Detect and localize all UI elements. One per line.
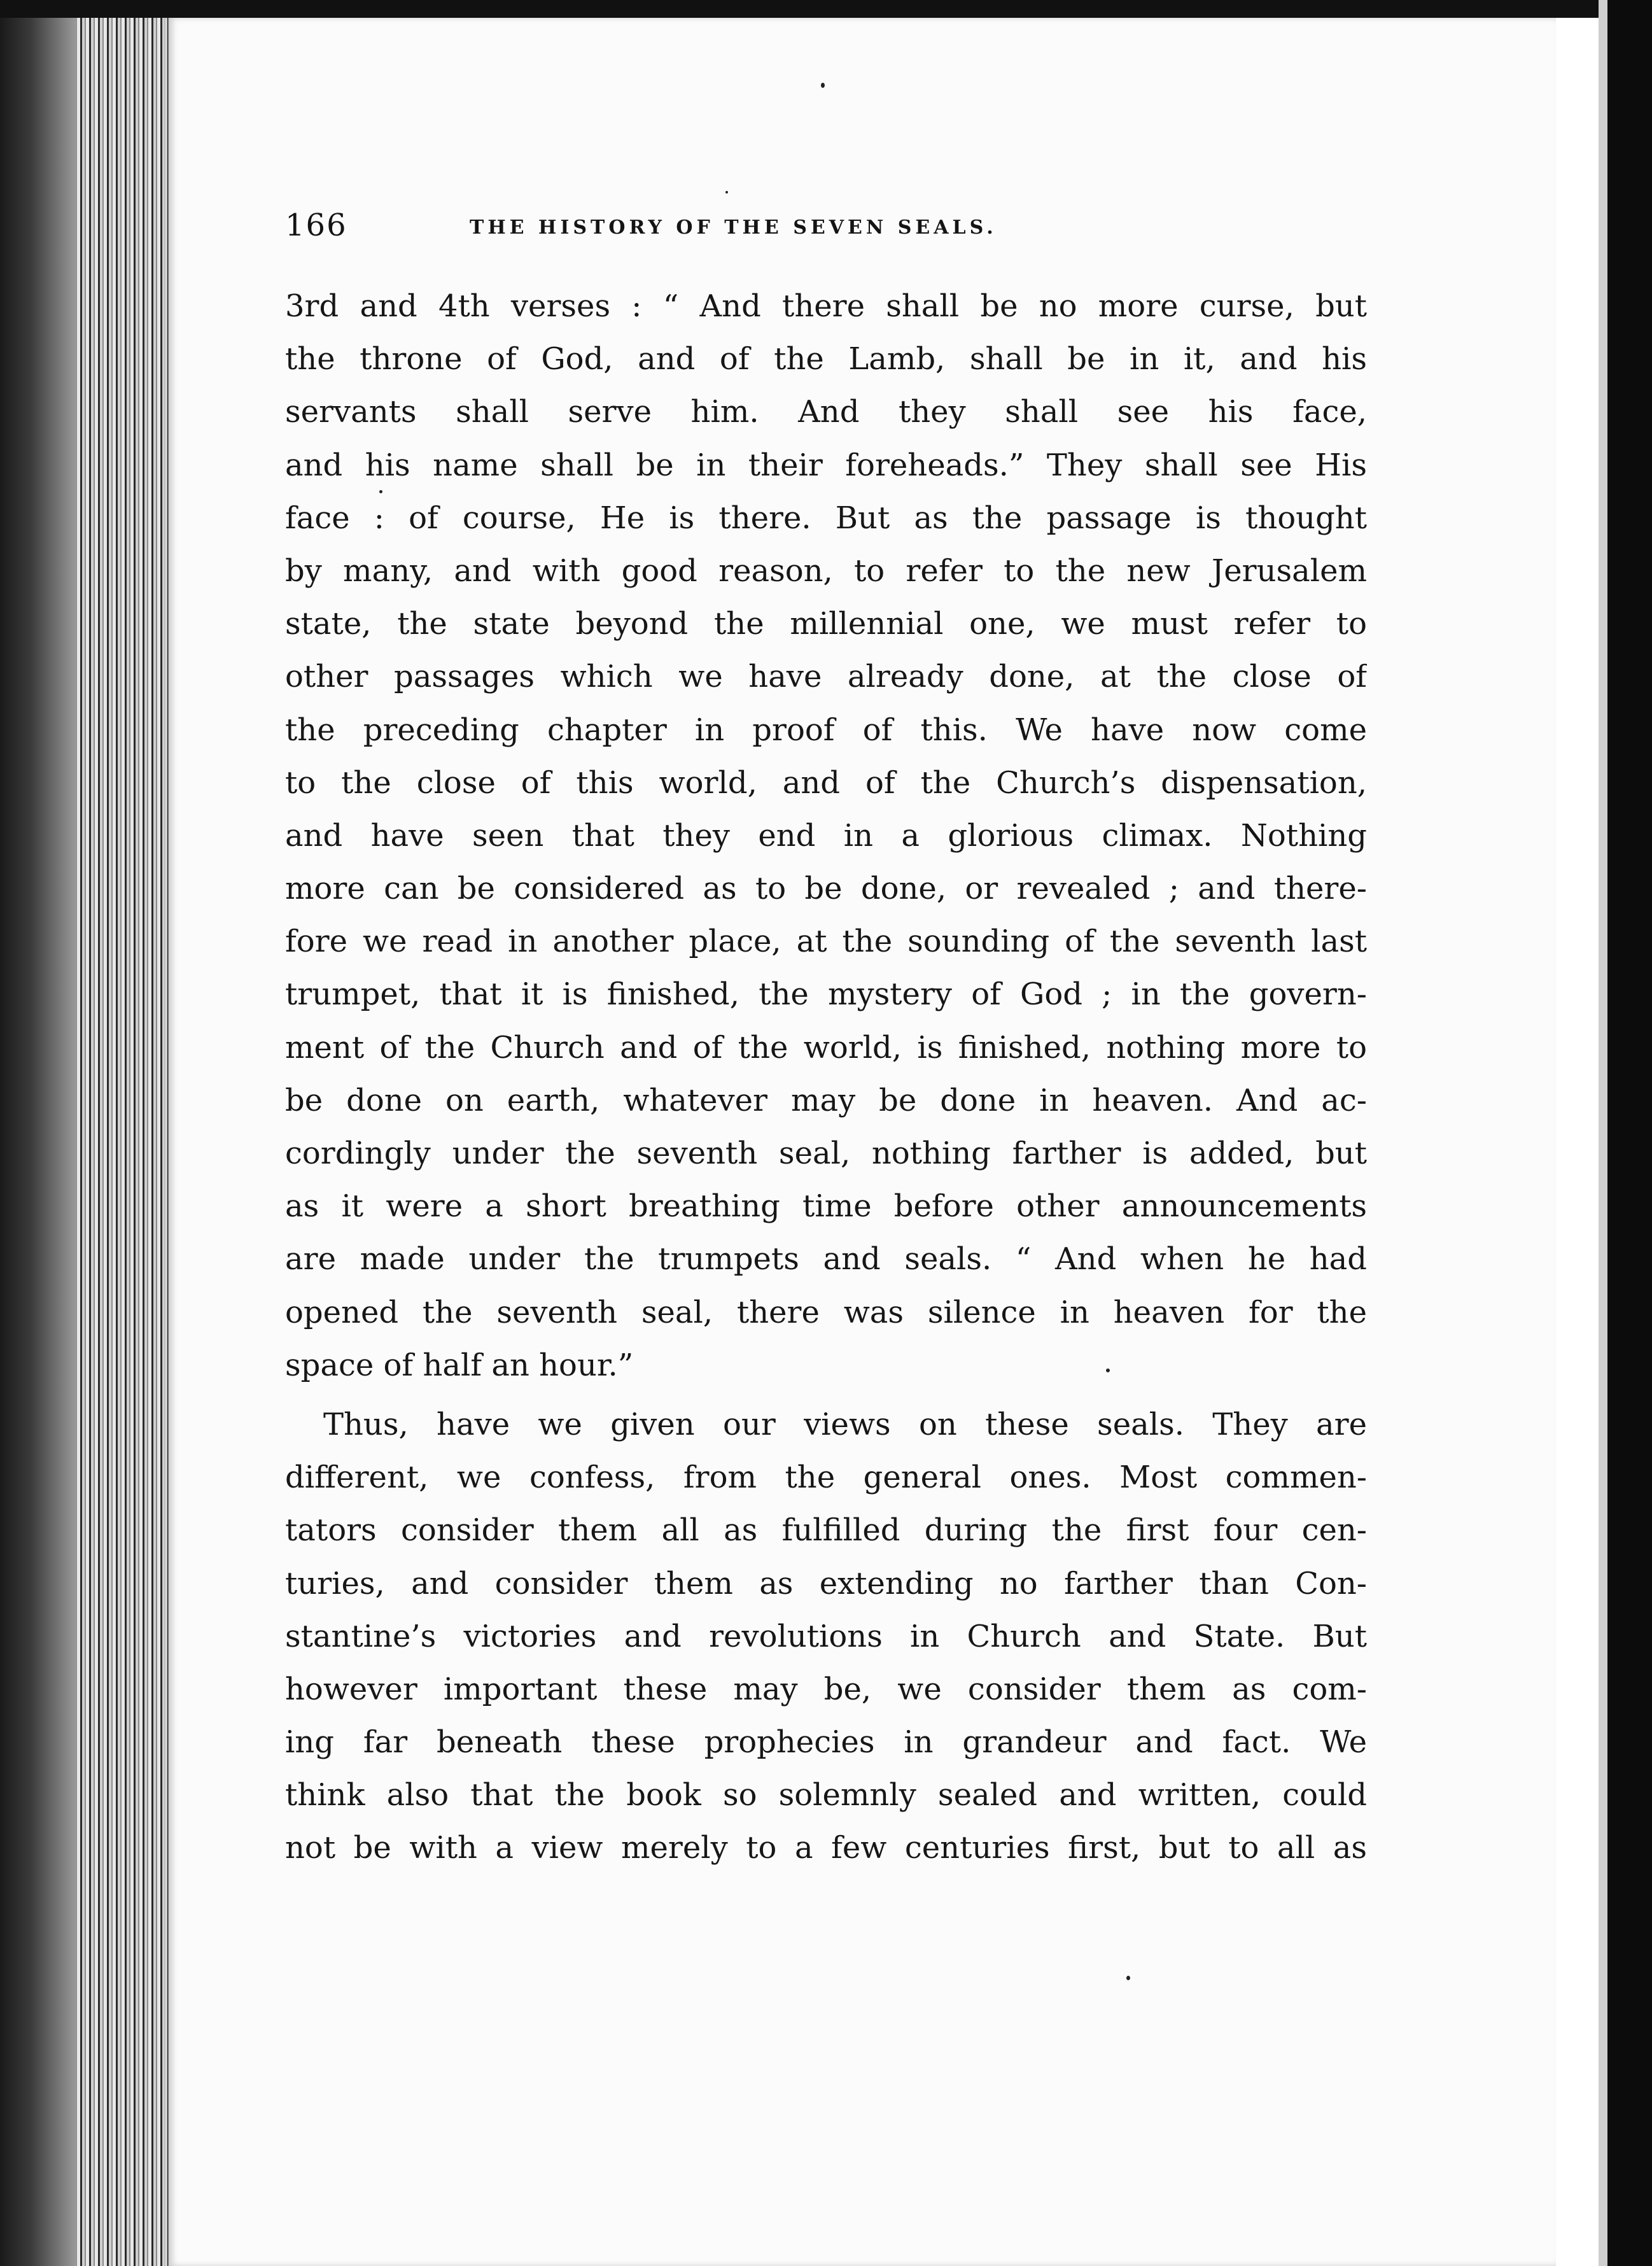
text-line: opened the seventh seal, there was silence in heaven for the (285, 1294, 1367, 1330)
text-line: fore we read in another place, at the sounding of the seventh last (285, 924, 1367, 960)
paragraph-gap (285, 1392, 1367, 1398)
text-line: more can be considered as to be done, or revealed ; and there- (285, 871, 1367, 907)
text-line: and his name shall be in their foreheads.” They shall see His (285, 447, 1367, 483)
text-line: and have seen that they end in a glorious climax. Nothing (285, 817, 1367, 854)
speck (1126, 1976, 1130, 1980)
text-line: different, we confess, from the general ones. Most commen- (285, 1460, 1367, 1496)
scanner-background-right (1607, 0, 1652, 2266)
text-line: cordingly under the seventh seal, nothing farther is added, but (285, 1136, 1367, 1171)
text-line: as it were a short breathing time before other announcements (285, 1188, 1367, 1225)
text-line: the preceding chapter in proof of this. We have now come (285, 712, 1367, 748)
page-number: 166 (285, 208, 347, 243)
text-line: ment of the Church and of the world, is finished, nothing more to (285, 1029, 1367, 1066)
speck (379, 490, 382, 493)
text-line: by many, and with good reason, to refer to the new Jerusalem (285, 552, 1367, 589)
text-line: however important these may be, we consider them as com- (285, 1671, 1367, 1707)
speck (821, 83, 825, 88)
text-line: be done on earth, whatever may be done in heaven. And ac- (285, 1082, 1367, 1118)
text-line: stantine’s victories and revolutions in Church and State. But (285, 1618, 1367, 1654)
text-line: are made under the trumpets and seals. “ And when he had (285, 1241, 1367, 1277)
text-line: ing far beneath these prophecies in grandeur and fact. We (285, 1724, 1367, 1761)
text-line: the throne of God, and of the Lamb, shall be in it, and his (285, 341, 1367, 377)
page-header (285, 208, 1189, 258)
text-line: 3rd and 4th verses : “ And there shall be no more curse, but (285, 288, 1367, 324)
text-line: Thus, have we given our views on these seals. They are (323, 1406, 1367, 1442)
scanner-background-top (0, 0, 1652, 18)
text-line: tators consider them all as fulfilled during the first four cen- (285, 1512, 1367, 1549)
text-line: trumpet, that it is finished, the mystery of God ; in the govern- (285, 976, 1367, 1013)
body-text (285, 280, 1367, 1875)
speck (1106, 1369, 1110, 1372)
text-line: turies, and consider them as extending no farther than Con- (285, 1565, 1367, 1601)
page-right-edge (1599, 0, 1607, 2266)
text-line: to the close of this world, and of the Church’s dispensation, (285, 764, 1367, 801)
text-line: face : of course, He is there. But as the passage is thought (285, 500, 1367, 536)
speck (725, 191, 728, 194)
text-line: other passages which we have already done, at the close of (285, 659, 1367, 695)
text-line: space of half an hour.” (285, 1347, 634, 1383)
text-line: state, the state beyond the millennial one, we must refer to (285, 606, 1367, 642)
paragraph (285, 280, 1367, 1392)
text-line: servants shall serve him. And they shall see his face, (285, 394, 1367, 430)
running-head: THE HISTORY OF THE SEVEN SEALS. (470, 216, 997, 239)
text-line: think also that the book so solemnly sealed and written, could (285, 1777, 1367, 1813)
paragraph (285, 1398, 1367, 1875)
book-spine-shadow (0, 0, 76, 2266)
text-line: not be with a view merely to a few centuries first, but to all as (285, 1830, 1367, 1866)
